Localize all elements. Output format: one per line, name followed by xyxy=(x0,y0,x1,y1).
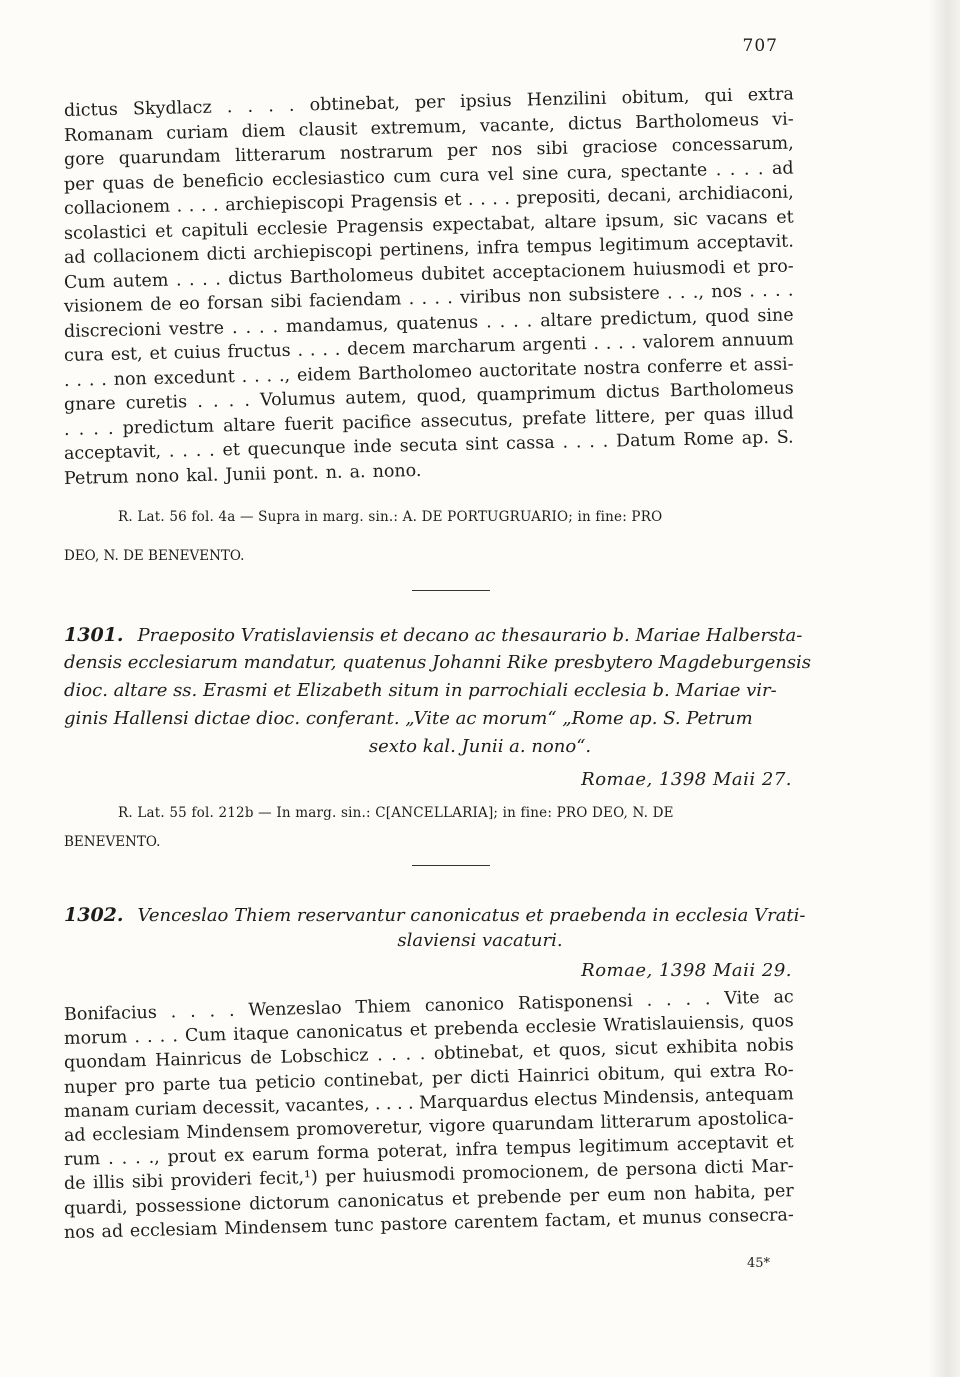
bottom-body-line: morum . . . . Cum itaque canonicatus et prebenda ecclesie Wratislauiensis, quos xyxy=(63,1011,794,1050)
entry-1302-line-1 xyxy=(64,904,806,926)
entry-1302-center: slaviensi vacaturi. xyxy=(397,930,563,951)
entry-1301-number: 1301. xyxy=(64,624,124,646)
top-body-line: . . . . predictum altare fuerit pacifice assecutus, prefate littere, per quas illud xyxy=(63,402,794,440)
top-body-line: Petrum nono kal. Junii pont. n. a. nono. xyxy=(63,460,422,489)
top-body-line: per quas de beneficio ecclesiastico cum cura vel sine cura, spectante . . . . ad xyxy=(63,157,794,195)
source-note-1-line-2: DEO, N. DE BENEVENTO. xyxy=(64,548,245,564)
source-note-2-line-1: R. Lat. 55 fol. 212b — In marg. sin.: C[ANCELLARIA]; in fine: PRO DEO, N. DE xyxy=(118,805,674,821)
bottom-body-line: ad ecclesiam Mindensem promoveretur, vigore quarundam litterarum apostolica- xyxy=(63,1108,794,1146)
separator-rule xyxy=(412,590,490,591)
entry-1302-text-1: Venceslao Thiem reservantur canonicatus et praebenda in ecclesia Vrati- xyxy=(137,905,806,926)
bottom-body-line: quondam Hainricus de Lobschicz . . . . obtinebat, et quos, sicut exhibita nobis xyxy=(63,1035,794,1074)
bottom-body-line: de illis sibi provideri fecit,¹) per huiusmodi promocionem, de persona dicti Mar- xyxy=(63,1156,794,1195)
entry-1302-number: 1302. xyxy=(64,904,124,926)
bottom-body-line: quardi, possessione dictorum canonicatus et prebende per eum non habita, per xyxy=(63,1180,794,1219)
entry-1301-date: Romae, 1398 Maii 27. xyxy=(581,769,792,790)
top-body-line: Romanam curiam diem clausit extremum, vacante, dictus Bartholomeus vi- xyxy=(63,108,794,146)
top-body-line: cura est, et cuius fructus . . . . decem marcharum argenti . . . . valorem annuum xyxy=(63,329,794,366)
entry-1301-line-3: dioc. altare ss. Erasmi et Elizabeth situm in parrochiali ecclesia b. Mariae vir- xyxy=(64,680,777,701)
source-note-2-line-2: BENEVENTO. xyxy=(64,834,161,850)
top-body-line: visionem de eo forsan sibi faciendam . . . . viribus non subsistere . . ., nos . . . . xyxy=(63,280,794,317)
bottom-body-line: rum . . . ., prout ex earum forma poterat, infra tempus legitimum acceptavit et xyxy=(63,1132,794,1171)
top-body-line: gnare curetis . . . . Volumus autem, quod, quamprimum dictus Bartholomeus xyxy=(63,378,794,415)
top-body-line: gore quarundam litterarum nostrarum per nos sibi graciose concessarum, xyxy=(63,133,794,170)
entry-1301-line-2: densis ecclesiarum mandatur, quatenus Johanni Rike presbytero Magdeburgensis xyxy=(64,652,812,673)
top-body-line: acceptavit, . . . . et quecunque inde secuta sint cassa . . . . Datum Rome ap. S. xyxy=(63,427,794,464)
source-note-1-line-1: R. Lat. 56 fol. 4a — Supra in marg. sin.: A. DE PORTUGRUARIO; in fine: PRO xyxy=(118,509,663,525)
bottom-body-line: nos ad ecclesiam Mindensem tunc pastore carentem factam, et munus consecra- xyxy=(63,1204,795,1243)
bottom-body-line: manam curiam decessit, vacantes, . . . . Marquardus electus Mindensis, antequam xyxy=(63,1083,794,1122)
top-body-line: discrecioni vestre . . . . mandamus, quatenus . . . . altare predictum, quod sine xyxy=(63,304,794,342)
bottom-body-line: nuper pro parte tua peticio continebat, per dicti Hainrici obitum, qui extra Ro- xyxy=(63,1059,794,1098)
entry-1301-text-1: Praeposito Vratislaviensis et decano ac thesaurario b. Mariae Halbersta- xyxy=(137,625,803,646)
top-body-line: dictus Skydlacz . . . . obtinebat, per ipsius Henzilini obitum, qui extra xyxy=(63,84,795,121)
entry-1301-center: sexto kal. Junii a. nono“. xyxy=(368,736,592,757)
top-body-line: . . . . non excedunt . . . ., eidem Bartholomeo auctoritate nostra conferre et assi- xyxy=(63,353,794,391)
folio-mark: 45* xyxy=(746,1256,770,1271)
entry-1301-line-4: ginis Hallensi dictae dioc. conferant. „Vite ac morum“ „Rome ap. S. Petrum xyxy=(64,708,753,729)
entry-1302-date: Romae, 1398 Maii 29. xyxy=(581,960,792,981)
page-edge-shadow xyxy=(928,0,960,1377)
bottom-body-line: Bonifacius . . . . Wenzeslao Thiem canonico Ratisponensi . . . . Vite ac xyxy=(63,987,794,1025)
separator-rule-2 xyxy=(412,865,490,866)
top-body-line: ad collacionem dicti archiepiscopi pertinens, infra tempus legitimum acceptavit. xyxy=(63,231,794,268)
top-body-line: scolastici et capituli ecclesie Pragensis expectabat, altare ipsum, sic vacans et xyxy=(63,206,794,244)
page-number: 707 xyxy=(742,36,778,56)
top-body-line: collacionem . . . . archiepiscopi Pragensis et . . . . prepositi, decani, archidiaconi, xyxy=(63,182,794,219)
top-body-line: Cum autem . . . . dictus Bartholomeus dubitet acceptacionem huiusmodi et pro- xyxy=(63,255,794,293)
entry-1301-line-1 xyxy=(64,624,803,646)
